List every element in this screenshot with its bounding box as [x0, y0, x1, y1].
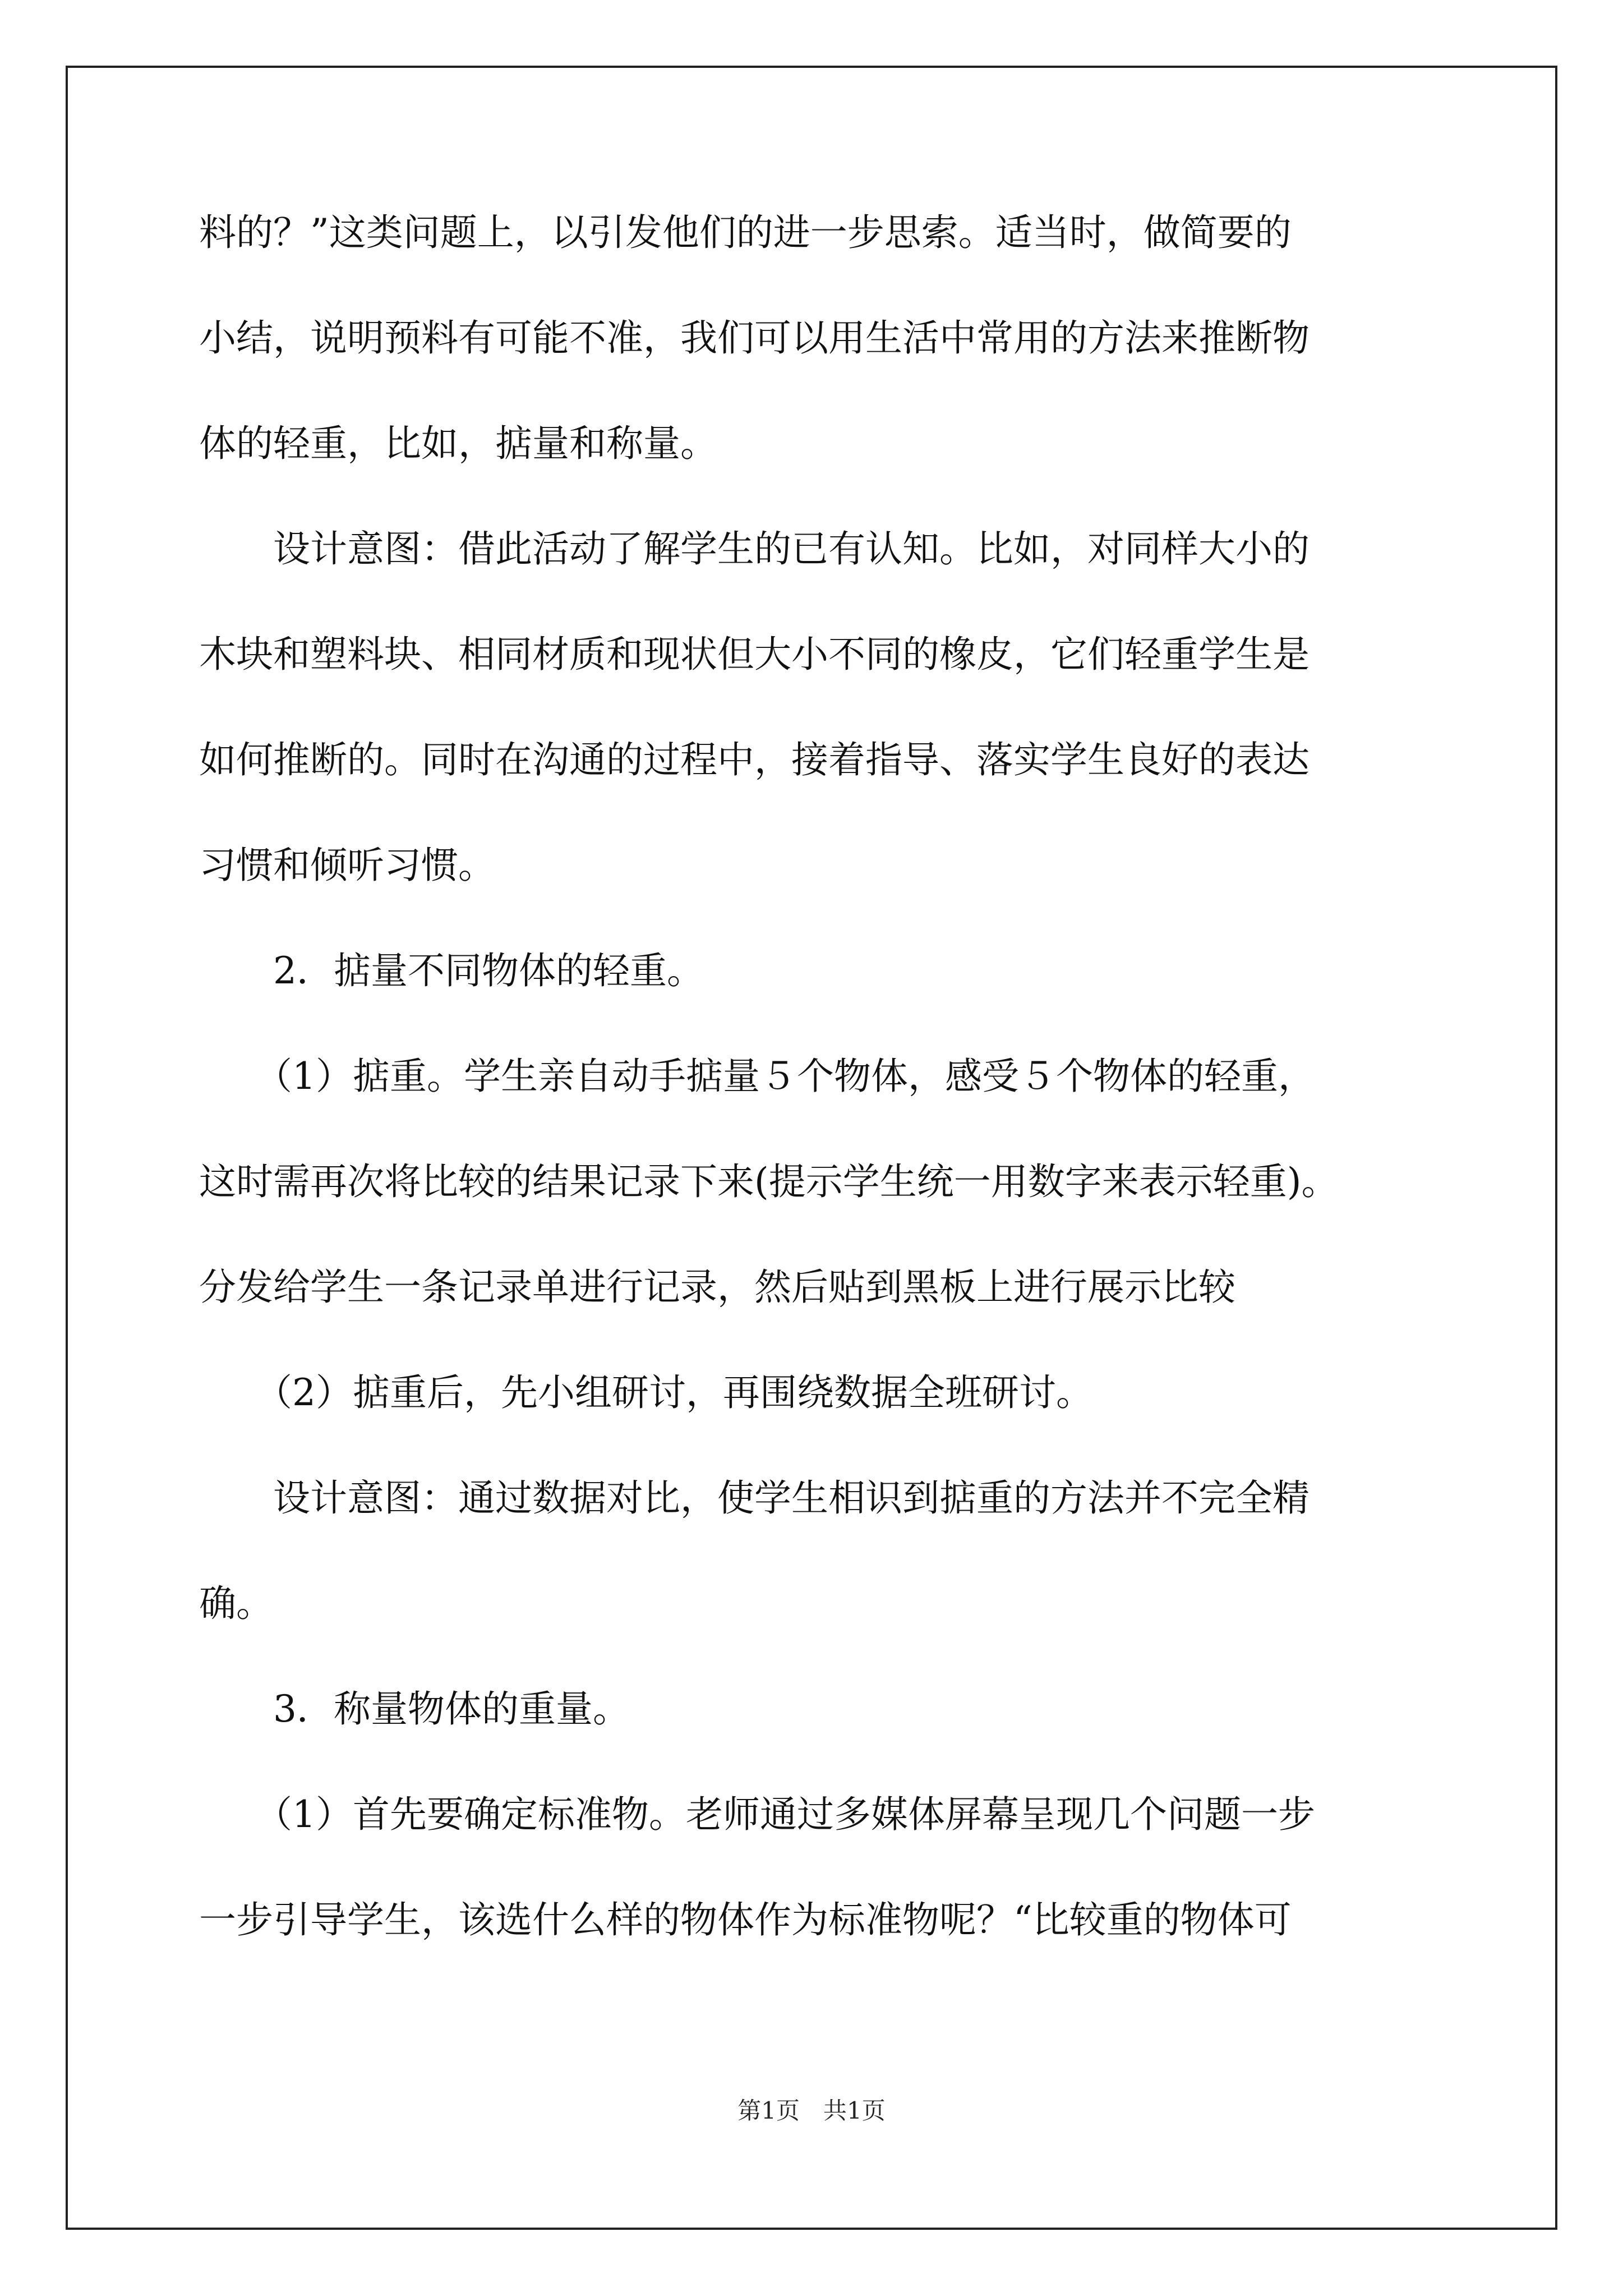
text-line: 确。: [199, 1582, 273, 1625]
text-line: （2）掂重后，先小组研讨，再围绕数据全班研讨。: [255, 1371, 1093, 1414]
section-heading: 3．称量物体的重量。: [273, 1687, 630, 1731]
text-line: 习惯和倾听习惯。: [199, 844, 495, 887]
text-line: 分发给学生一条记录单进行记录，然后贴到黑板上进行展示比较: [199, 1266, 1235, 1309]
section-heading: 2．掂量不同物体的轻重。: [273, 949, 704, 992]
text-line: 体的轻重，比如，掂量和称量。: [199, 422, 717, 465]
text-line: 设计意图：借此活动了解学生的已有认知。比如，对同样大小的: [273, 527, 1310, 570]
text-line: 这时需再次将比较的结果记录下来(提示学生统一用数字来表示轻重)。: [199, 1160, 1339, 1203]
text-line: （1）首先要确定标准物。老师通过多媒体屏幕呈现几个问题一步: [255, 1793, 1315, 1836]
text-line: 设计意图：通过数据对比，使学生相识到掂重的方法并不完全精: [273, 1476, 1310, 1520]
text-line: 小结，说明预料有可能不准，我们可以用生活中常用的方法来推断物: [199, 316, 1310, 360]
text-line: 一步引导学生，该选什么样的物体作为标准物呢？“比较重的物体可: [199, 1898, 1292, 1941]
text-line: 木块和塑料块、相同材质和现状但大小不同的橡皮，它们轻重学生是: [199, 633, 1310, 676]
text-line: 如何推断的。同时在沟通的过程中，接着指导、落实学生良好的表达: [199, 738, 1310, 781]
page-footer: 第1页 共1页: [737, 2097, 886, 2124]
text-line: （1）掂重。学生亲自动手掂量５个物体，感受５个物体的轻重，: [255, 1055, 1315, 1098]
text-line: 料的？”这类问题上，以引发他们的进一步思索。适当时，做简要的: [199, 211, 1292, 254]
